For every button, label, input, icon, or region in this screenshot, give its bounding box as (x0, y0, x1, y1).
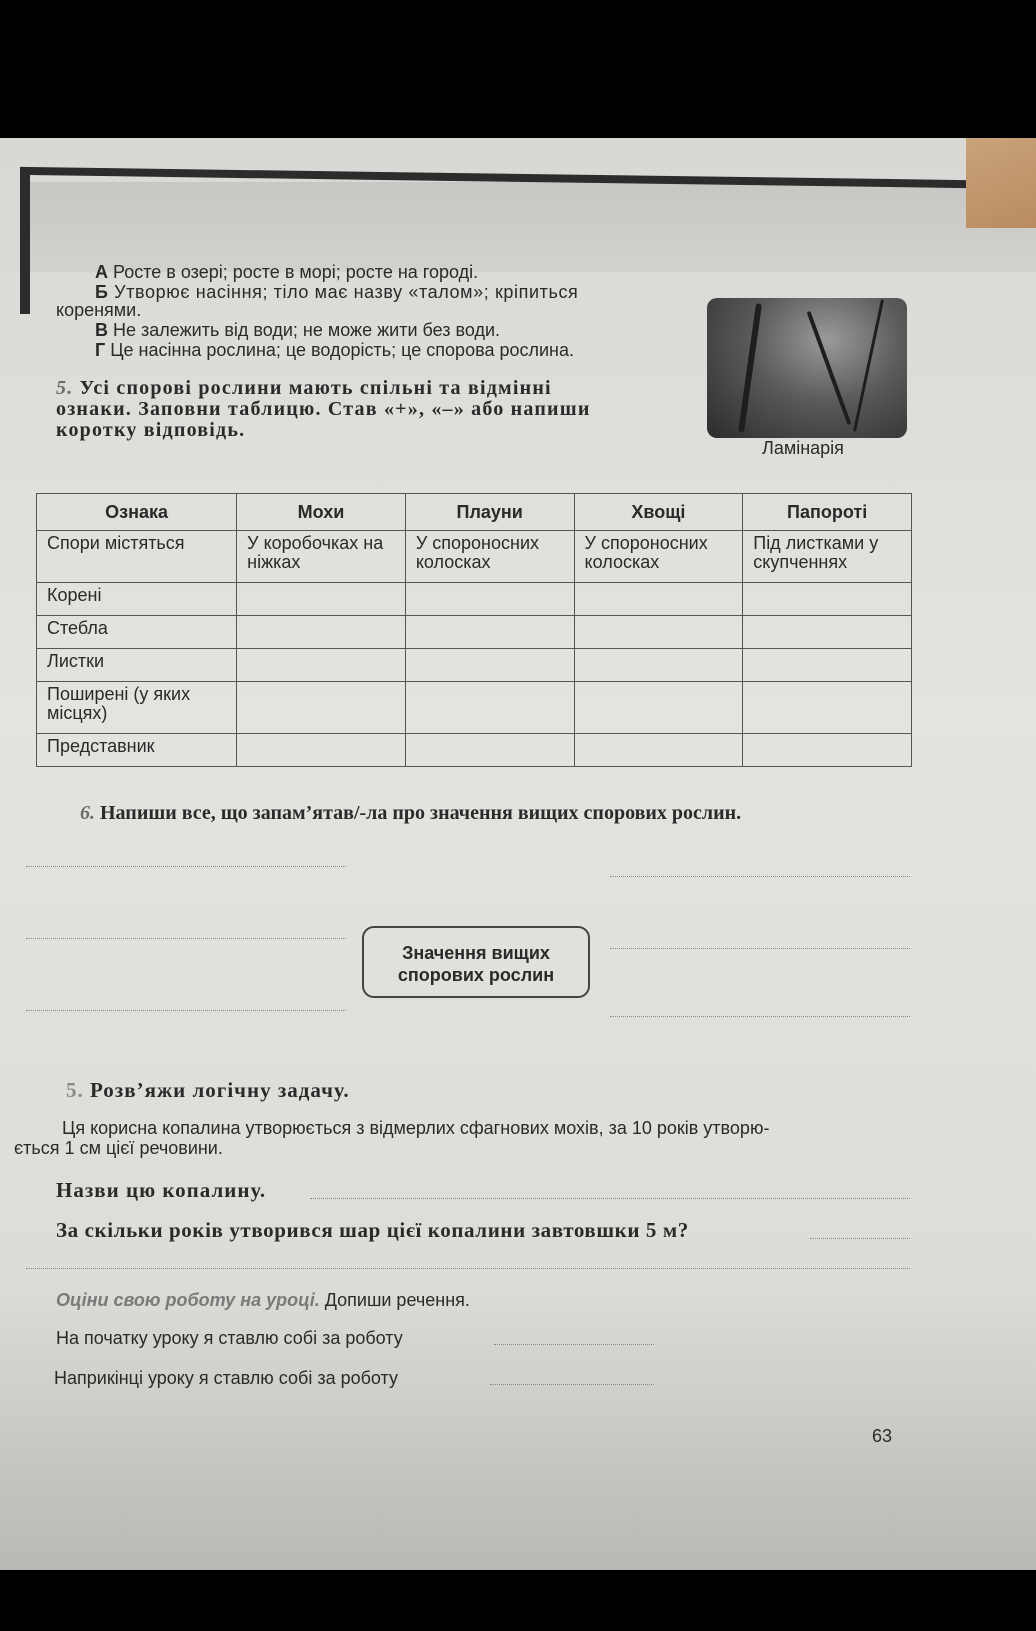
wood-surface (966, 138, 1036, 228)
cell[interactable] (405, 649, 574, 682)
cell[interactable] (574, 649, 743, 682)
question-2: За скільки років утворився шар цієї копалини завтовшки 5 м? (56, 1218, 689, 1242)
laminaria-photo (707, 298, 907, 438)
cell[interactable] (237, 734, 406, 767)
page-number: 63 (872, 1426, 893, 1446)
cell[interactable] (743, 583, 912, 616)
task-5-line-3: коротку відповідь. (56, 419, 246, 441)
header-clubmosses: Плауни (405, 494, 574, 531)
option-v: В Не залежить від води; не може жити без води. (95, 320, 501, 340)
row-label: Стебла (37, 616, 237, 649)
cell[interactable] (743, 734, 912, 767)
table-row (37, 616, 912, 649)
cell[interactable] (405, 616, 574, 649)
cell[interactable]: Під листками у скупченнях (743, 531, 912, 583)
option-g: Г Це насінна рослина; це водорість; це спорова рослина. (95, 340, 574, 360)
row-label: Спори містяться (37, 531, 237, 583)
table-row (37, 734, 912, 767)
answer-line[interactable] (494, 1344, 654, 1345)
logic-task-title: 5. Розв’яжи логічну задачу. (66, 1078, 350, 1102)
answer-line[interactable] (310, 1198, 910, 1199)
answer-line[interactable] (610, 1016, 910, 1017)
option-b-continued: коренями. (56, 300, 142, 320)
answer-line[interactable] (26, 866, 346, 867)
answer-line[interactable] (810, 1238, 910, 1239)
answer-line[interactable] (26, 1010, 346, 1011)
cell[interactable] (237, 616, 406, 649)
task-5-line-2: ознаки. Заповни таблицю. Став «+», «–» або напиши (56, 398, 591, 420)
header-band (30, 182, 1036, 272)
cell[interactable] (237, 583, 406, 616)
evaluation-line-1: На початку уроку я ставлю собі за роботу (56, 1328, 403, 1348)
header-feature: Ознака (37, 494, 237, 531)
header-rule-left (20, 174, 30, 314)
cell[interactable] (405, 583, 574, 616)
header-mosses: Мохи (237, 494, 406, 531)
cell[interactable] (574, 734, 743, 767)
significance-box: Значення вищих спорових рослин (362, 926, 590, 998)
row-label: Поширені (у яких місцях) (37, 682, 237, 734)
answer-line[interactable] (26, 938, 346, 939)
photo-caption: Ламінарія (762, 438, 844, 458)
task-6 (80, 802, 741, 825)
cell[interactable] (237, 682, 406, 734)
cell[interactable] (743, 616, 912, 649)
task-6-number: 6. (80, 802, 95, 824)
cell[interactable] (237, 649, 406, 682)
table-row (37, 531, 912, 583)
answer-line[interactable] (26, 1268, 910, 1269)
question-1: Назви цю копалину. (56, 1178, 267, 1202)
header-ferns: Папороті (743, 494, 912, 531)
option-b: Б Утворює насіння; тіло має назву «талом»; кріпиться (95, 282, 579, 302)
self-evaluation-instruction: Допиши речення. (324, 1290, 470, 1310)
task-5-number: 5. (56, 377, 74, 399)
cell[interactable]: У спороносних колосках (574, 531, 743, 583)
answer-line[interactable] (490, 1384, 654, 1385)
task-6-text: Напиши все, що запам’ятав/-ла про значення вищих спорових рослин. (100, 802, 742, 824)
row-label: Корені (37, 583, 237, 616)
cell[interactable]: У спороносних колосках (405, 531, 574, 583)
option-a: А Росте в озері; росте в морі; росте на городі. (95, 262, 479, 282)
row-label: Листки (37, 649, 237, 682)
logic-task-number: 5. (66, 1078, 84, 1102)
task-5 (56, 378, 686, 441)
workbook-page (0, 138, 1036, 1570)
answer-line[interactable] (610, 948, 910, 949)
cell[interactable]: У коробочках на ніжках (237, 531, 406, 583)
table-row (37, 583, 912, 616)
cell[interactable] (574, 682, 743, 734)
header-horsetails: Хвощі (574, 494, 743, 531)
row-label: Представник (37, 734, 237, 767)
table-row (37, 649, 912, 682)
table-row (37, 682, 912, 734)
cell[interactable] (405, 734, 574, 767)
table-header-row (37, 494, 912, 531)
spore-plants-table (36, 493, 912, 767)
task-5-line-1: 5. Усі спорові рослини мають спільні та відмінні (56, 377, 552, 399)
cell[interactable] (574, 616, 743, 649)
evaluation-line-2: Наприкінці уроку я ставлю собі за роботу (54, 1368, 398, 1388)
cell[interactable] (574, 583, 743, 616)
cell[interactable] (405, 682, 574, 734)
logic-task-paragraph-1: Ця корисна копалина утворюється з відмерлих сфагнових мохів, за 10 років утворю- (62, 1118, 770, 1138)
cell[interactable] (743, 682, 912, 734)
answer-line[interactable] (610, 876, 910, 877)
logic-task-paragraph-2: ється 1 см цієї речовини. (14, 1138, 223, 1158)
self-evaluation-prompt: Оціни свою роботу на уроці. (56, 1290, 320, 1310)
cell[interactable] (743, 649, 912, 682)
self-evaluation (56, 1290, 470, 1311)
